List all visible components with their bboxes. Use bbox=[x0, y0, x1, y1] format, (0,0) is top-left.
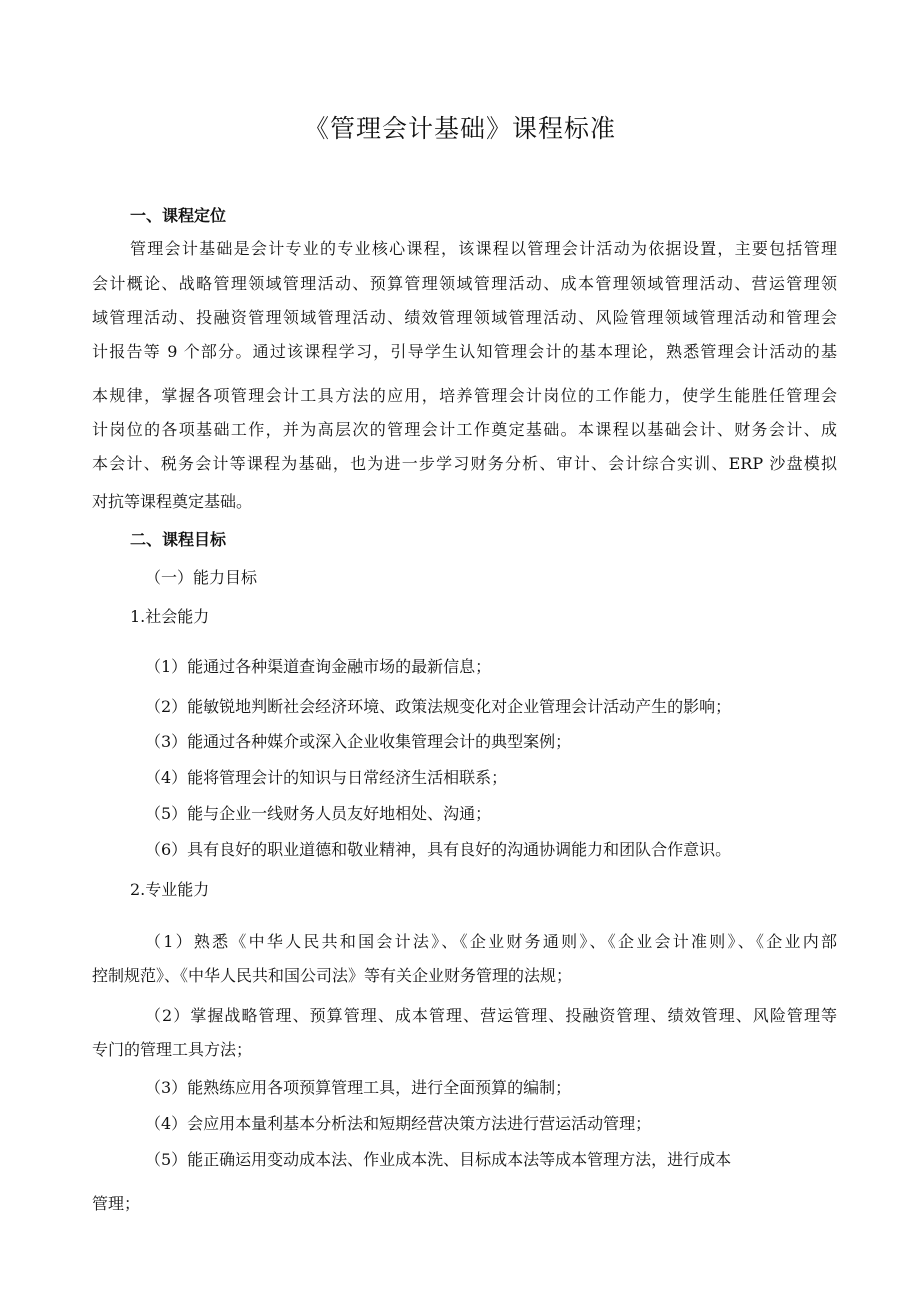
paragraph-line: （2）掌握战略管理、预算管理、成本管理、营运管理、投融资管理、绩效管理、风险管理等 bbox=[145, 1006, 837, 1025]
paragraph-line: 管理会计基础是会计专业的专业核心课程，该课程以管理会计活动为依据设置，主要包括管理 bbox=[130, 239, 837, 258]
section-heading-course-objectives: 二、课程目标 bbox=[130, 530, 227, 549]
paragraph-line: 专门的管理工具方法； bbox=[92, 1040, 253, 1059]
list-item: （2）能敏锐地判断社会经济环境、政策法规变化对企业管理会计活动产生的影响； bbox=[145, 697, 732, 716]
paragraph-line: 会计概论、战略管理领域管理活动、预算管理领域管理活动、成本管理领域管理活动、营运管理领 bbox=[92, 274, 837, 293]
paragraph-line: （1）熟悉《中华人民共和国会计法》、《企业财务通则》、《企业会计准则》、《企业内部 bbox=[145, 932, 837, 951]
subsection-heading-ability-goals: （一）能力目标 bbox=[145, 568, 258, 587]
paragraph-line: 控制规范》、《中华人民共和国公司法》等有关企业财务管理的法规； bbox=[92, 966, 573, 985]
list-item: （1）能通过各种渠道查询金融市场的最新信息； bbox=[145, 657, 492, 676]
list-item: （6）具有良好的职业道德和敬业精神，具有良好的沟通协调能力和团队合作意识。 bbox=[145, 840, 732, 859]
paragraph-line: 计岗位的各项基础工作，并为高层次的管理会计工作奠定基础。本课程以基础会计、财务会计、成 bbox=[92, 420, 837, 439]
heading-social-ability: 1.社会能力 bbox=[130, 607, 210, 626]
list-item: （5）能正确运用变动成本法、作业成本洗、目标成本法等成本管理方法，进行成本 bbox=[145, 1150, 732, 1169]
list-item: （4）能将管理会计的知识与日常经济生活相联系； bbox=[145, 768, 508, 787]
paragraph-line: 本会计、税务会计等课程为基础，也为进一步学习财务分析、审计、会计综合实训、ERP 沙盘模拟 bbox=[92, 454, 837, 473]
paragraph-line: 域管理活动、投融资管理领域管理活动、绩效管理领域管理活动、风险管理领域管理活动和管理会 bbox=[92, 308, 837, 327]
paragraph-line: 本规律，掌握各项管理会计工具方法的应用，培养管理会计岗位的工作能力，使学生能胜任管理会 bbox=[92, 386, 837, 405]
list-item: （4）会应用本量利基本分析法和短期经营决策方法进行营运活动管理； bbox=[145, 1114, 652, 1133]
list-item: （3）能熟练应用各项预算管理工具，进行全面预算的编制； bbox=[145, 1078, 572, 1097]
section-heading-course-positioning: 一、课程定位 bbox=[130, 206, 227, 225]
paragraph-line: 管理； bbox=[92, 1194, 141, 1213]
document-title: 《管理会计基础》课程标准 bbox=[303, 114, 616, 143]
paragraph-line: 计报告等 9 个部分。通过该课程学习，引导学生认知管理会计的基本理论，熟悉管理会计活动的基 bbox=[92, 342, 837, 361]
paragraph-line: 对抗等课程奠定基础。 bbox=[92, 492, 253, 511]
list-item: （5）能与企业一线财务人员友好地相处、沟通； bbox=[145, 804, 492, 823]
list-item: （3）能通过各种媒介或深入企业收集管理会计的典型案例； bbox=[145, 732, 572, 751]
heading-professional-ability: 2.专业能力 bbox=[130, 880, 210, 899]
